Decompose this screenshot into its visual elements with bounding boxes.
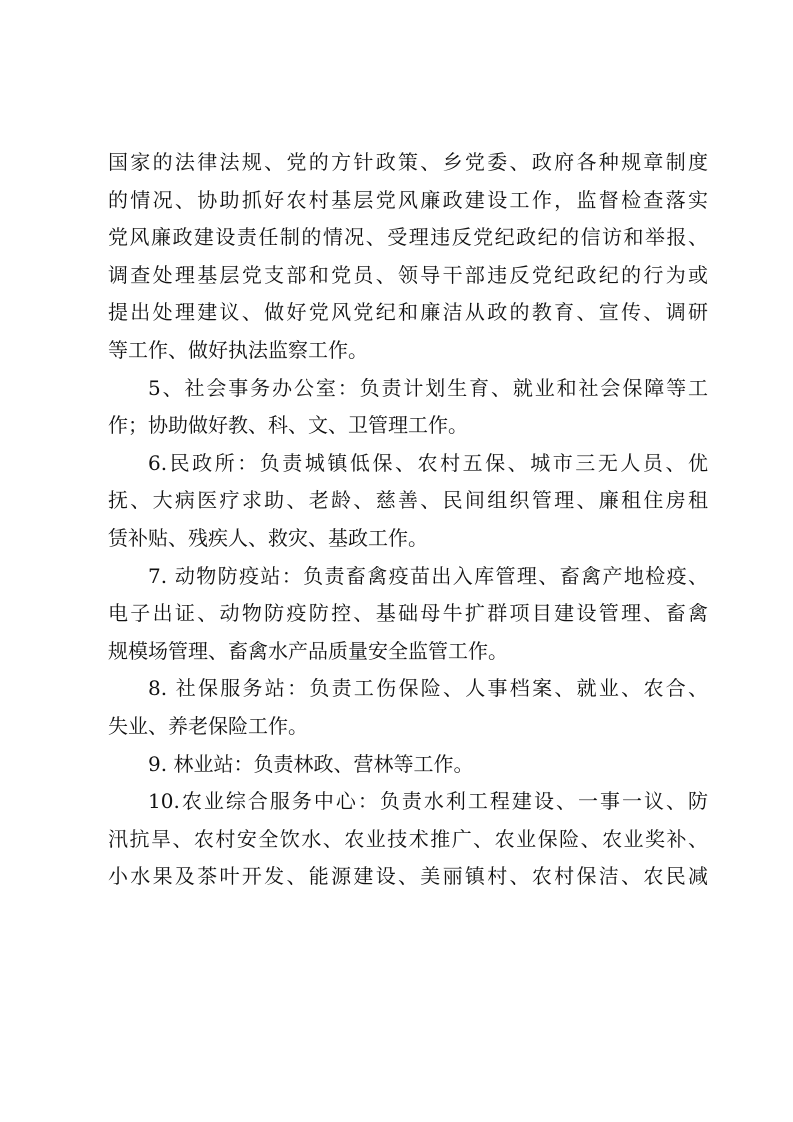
text-line: 作；协助做好教、科、文、卫管理工作。 — [108, 413, 468, 438]
paragraph-start-line: 5、社会事务办公室：负责计划生育、就业和社会保障等工 — [148, 375, 708, 400]
text-line: 小水果及茶叶开发、能源建设、美丽镇村、农村保洁、农民减 — [108, 864, 708, 889]
paragraph-start-line: 10.农业综合服务中心：负责水利工程建设、一事一议、防 — [148, 789, 708, 814]
text-line: 规模场管理、畜禽水产品质量安全监管工作。 — [108, 638, 508, 663]
text-line: 赁补贴、残疾人、救灾、基政工作。 — [108, 525, 428, 550]
text-line: 等工作、做好执法监察工作。 — [108, 337, 368, 362]
text-line: 失业、养老保险工作。 — [108, 713, 308, 738]
text-line: 的情况、协助抓好农村基层党风廉政建设工作，监督检查落实 — [108, 187, 708, 212]
text-line: 国家的法律法规、党的方针政策、乡党委、政府各种规章制度 — [108, 150, 708, 174]
text-line: 调查处理基层党支部和党员、领导干部违反党纪政纪的行为或 — [108, 262, 708, 287]
paragraph-start-line: 8. 社保服务站：负责工伤保险、人事档案、就业、农合、 — [148, 676, 708, 701]
text-line: 提出处理建议、做好党风党纪和廉洁从政的教育、宣传、调研 — [108, 300, 708, 325]
paragraph-start-line: 9. 林业站：负责林政、营林等工作。 — [148, 751, 474, 776]
text-line: 电子出证、动物防疫防控、基础母牛扩群项目建设管理、畜禽 — [108, 601, 708, 626]
paragraph-start-line: 7. 动物防疫站：负责畜禽疫苗出入库管理、畜禽产地检疫、 — [148, 563, 708, 588]
paragraph-start-line: 6.民政所：负责城镇低保、农村五保、城市三无人员、优 — [148, 450, 708, 475]
document-body — [108, 144, 708, 896]
text-line: 汛抗旱、农村安全饮水、农业技术推广、农业保险、农业奖补、 — [108, 826, 708, 851]
text-line: 党风廉政建设责任制的情况、受理违反党纪政纪的信访和举报、 — [108, 225, 708, 250]
text-line: 抚、大病医疗求助、老龄、慈善、民间组织管理、廉租住房租 — [108, 488, 708, 513]
